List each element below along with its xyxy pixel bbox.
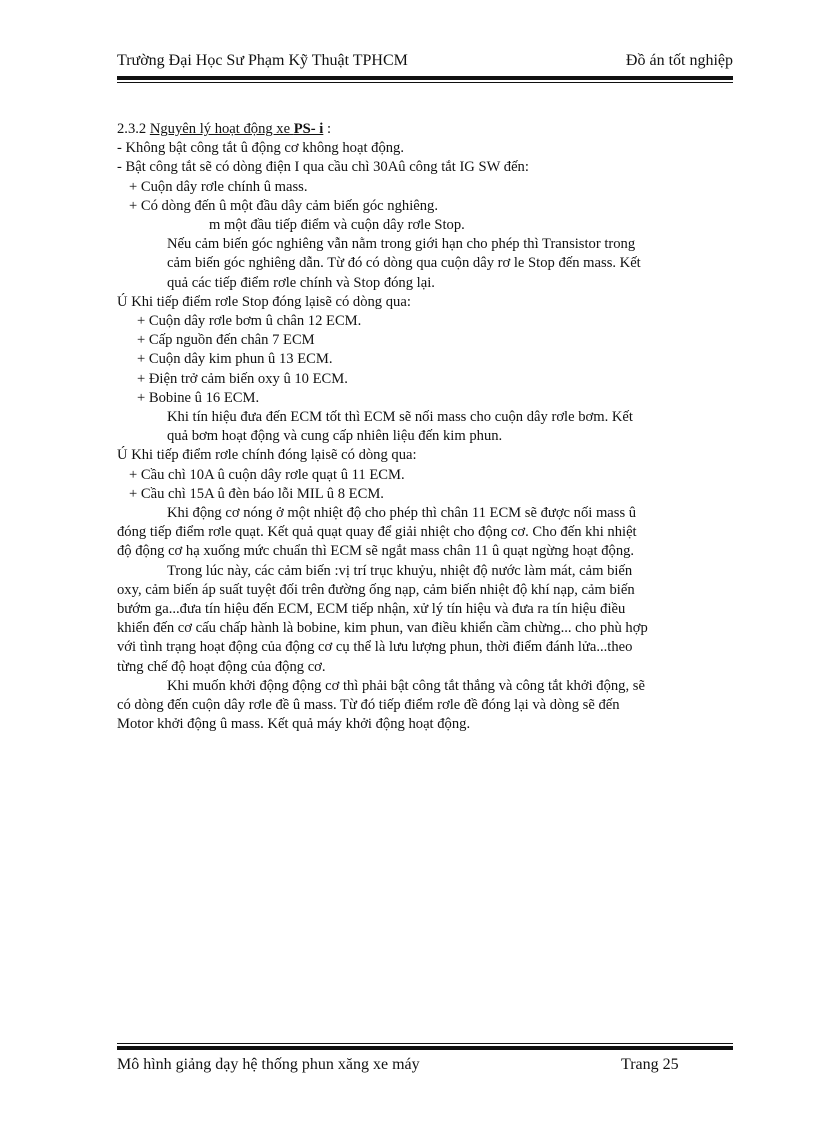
text-line: - Bật công tắt sẽ có dòng điện I qua cầu chì 30Aû công tắt IG SW đến: — [117, 159, 529, 176]
text-line: quả bơm hoạt động và cung cấp nhiên liệu đến kim phun. — [167, 428, 503, 445]
section-heading — [117, 120, 737, 139]
footer-rule-thin — [117, 1043, 733, 1044]
page-header — [117, 52, 733, 78]
text-line: m một đầu tiếp điểm và cuộn dây rơle Stop. — [209, 217, 465, 234]
text-line: + Cuộn dây kim phun û 13 ECM. — [137, 351, 333, 368]
text-line: Trong lúc này, các cảm biến :vị trí trục khuỷu, nhiệt độ nước làm mát, cảm biến — [167, 562, 633, 579]
text-line: từng chế độ hoạt động của động cơ. — [117, 658, 326, 675]
section-title-colon: : — [323, 121, 332, 137]
header-rule-thick — [117, 76, 733, 80]
document-body — [117, 120, 737, 735]
text-line: Nếu cảm biến góc nghiêng vẫn nằm trong giới hạn cho phép thì Transistor trong — [167, 236, 636, 253]
text-line: với tình trạng hoạt động của động cơ cụ thể là lưu lượng phun, thời điểm đánh lửa...theo — [117, 639, 633, 656]
text-line: khiển đến cơ cấu chấp hành là bobine, kim phun, van điều khiển cầm chừng... cho phù hợp — [117, 620, 648, 637]
section-title: Nguyên lý hoạt động xe — [149, 121, 294, 137]
text-line: Motor khởi động û mass. Kết quả máy khởi động hoạt động. — [117, 716, 471, 733]
text-line: Khi động cơ nóng ở một nhiệt độ cho phép thì chân 11 ECM sẽ được nối mass û — [167, 505, 637, 522]
section-title-model: PS- i — [293, 121, 324, 137]
header-school: Trường Đại Học Sư Phạm Kỹ Thuật TPHCM — [117, 52, 408, 69]
text-line: + Cấp nguồn đến chân 7 ECM — [137, 332, 315, 349]
text-line: + Cầu chì 10A û cuộn dây rơle quạt û 11 ECM. — [129, 466, 405, 483]
text-line: đóng tiếp điểm rơle quạt. Kết quả quạt quay để giải nhiệt cho động cơ. Cho đến khi nhiệt — [117, 524, 637, 541]
text-line: oxy, cảm biến áp suất tuyệt đối trên đường ống nạp, cảm biến nhiệt độ khí nạp, cảm biến — [117, 581, 635, 598]
text-line: Khi muốn khởi động động cơ thì phải bật công tắt thắng và công tắt khởi động, sẽ — [167, 677, 645, 694]
text-line: Khi tín hiệu đưa đến ECM tốt thì ECM sẽ nối mass cho cuộn dây rơle bơm. Kết — [167, 409, 633, 426]
header-rule-thin — [117, 82, 733, 83]
text-line: quả các tiếp điểm rơle chính và Stop đóng lại. — [167, 274, 435, 291]
text-line: cảm biến góc nghiêng dẫn. Từ đó có dòng qua cuộn dây rơ le Stop đến mass. Kết — [167, 255, 641, 272]
text-line: có dòng đến cuộn dây rơle đề û mass. Từ đó tiếp điểm rơle đề đóng lại và dòng sẽ đến — [117, 697, 620, 714]
text-line: + Có dòng đến û một đầu dây cảm biến góc nghiêng. — [129, 197, 438, 214]
text-line: Ú Khi tiếp điểm rơle Stop đóng lạisẽ có dòng qua: — [117, 293, 411, 310]
page-number: Trang 25 — [621, 1056, 679, 1073]
header-doc-type: Đồ án tốt nghiệp — [625, 52, 733, 69]
footer-title: Mô hình giảng dạy hệ thống phun xăng xe máy — [117, 1056, 420, 1073]
text-line: + Cuộn dây rơle bơm û chân 12 ECM. — [137, 313, 362, 330]
text-line: + Điện trở cảm biến oxy û 10 ECM. — [137, 370, 348, 387]
text-line: độ động cơ hạ xuống mức chuẩn thì ECM sẽ ngắt mass chân 11 û quạt ngừng hoạt động. — [117, 543, 635, 560]
footer-rule-thick — [117, 1046, 733, 1050]
text-line: + Cầu chì 15A û đèn báo lỗi MIL û 8 ECM. — [129, 485, 384, 502]
text-line: + Cuộn dây rơle chính û mass. — [129, 178, 308, 195]
text-line: - Không bật công tắt û động cơ không hoạt động. — [117, 140, 404, 157]
text-line: + Bobine û 16 ECM. — [137, 389, 260, 406]
text-line: bướm ga...đưa tín hiệu đến ECM, ECM tiếp nhận, xử lý tín hiệu và đưa ra tín hiệu điều — [117, 601, 626, 618]
section-number: 2.3.2 — [117, 121, 150, 137]
text-line: Ú Khi tiếp điểm rơle chính đóng lạisẽ có dòng qua: — [117, 447, 417, 464]
